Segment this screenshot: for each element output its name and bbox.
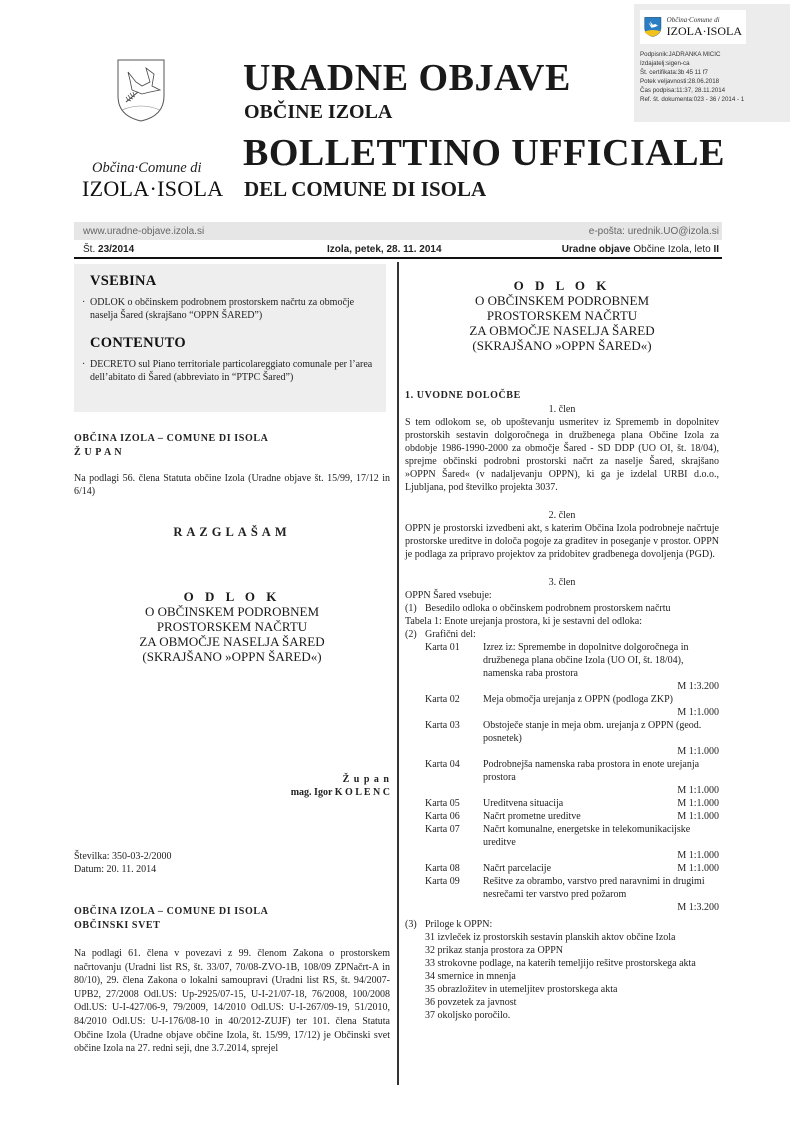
bullet-icon: · [82,297,86,308]
attachment-item: 35 obrazložitev in utemeljitev prostorskega akta [425,984,618,995]
contents-item-sl-text[interactable]: ODLOK o občinskem podrobnem prostorskem načrtu za območje naselja Šared (skrajšano “OPPN ŠARED”) [90,297,355,321]
decree-title-line: PROSTORSKEM NAČRTU [156,619,308,634]
contents-heading-it: CONTENUTO [90,335,186,351]
list-index: (1) [405,603,417,614]
map-description: Izrez iz: Spremembe in dopolnitve dolgoročnega in družbenega plana občine Izola (UO OI, št. 18/04), namenska raba prostora [483,642,689,679]
map-scale: M 1:1.000 [677,798,719,809]
list-text: Grafični del: [425,629,476,640]
issue-publication [537,244,719,255]
decree-title-left [74,589,390,664]
article-1-text: S tem odlokom se, ob upoštevanju usmeritev iz Sprememb in dopolnitev prostorskih sestavin dolgoročnega in družbenega plana Občine Izola za obdobje 1986-1990-2000 za območje Šared - SD DDP (UO OI, št. 18/04), sprejme občinski podrobni prostorski načrt za naselje Šared, skrajšano »OPPN Šared« (v nadaljevanju OPPN), ki ga je izdelal URBI d.o.o., Ljubljana, pod številko projekta 3037. [405,417,719,493]
map-label: Karta 02 [425,694,460,705]
decree-title-line: (SKRAJŠANO »OPPN ŠARED«) [142,649,322,664]
map-scale: M 1:1.000 [677,850,719,861]
decree-title-line: (SKRAJŠANO »OPPN ŠARED«) [472,338,652,353]
map-description: Načrt prometne ureditve [483,811,581,822]
contents-item-it-text[interactable]: DECRETO sul Piano territoriale particolareggiato comunale per l’area dell’abitato di Šared (abbreviato in “PTPC Šared”) [90,359,373,383]
map-item [405,693,719,706]
map-description: Podrobnejša namenska raba prostora in enote urejanja prostora [483,759,700,783]
decree-title-line: PROSTORSKEM NAČRTU [486,308,638,323]
column-divider [397,262,399,1085]
map-item [405,823,719,849]
map-description: Načrt parcelacije [483,863,552,874]
map-scale: M 1:1.000 [677,785,719,796]
coat-of-arms-icon [116,58,166,123]
stamp-logo-small-text: Občina·Comune di [666,16,720,24]
article-heading: 2. člen [548,510,576,521]
stamp-issuer: Izdajatelj:sigen-ca [640,60,690,67]
attachment-item: 37 okoljsko poročilo. [425,1010,511,1021]
map-label: Karta 08 [425,863,460,874]
decree-title-line: O OBČINSKEM PODROBNEM [144,604,320,619]
map-label: Karta 05 [425,798,460,809]
legal-basis-text: Na podlagi 56. člena Statuta občine Izola (Uradne objave št. 15/99, 17/12 in 6/14) [74,473,390,497]
mayor-title: Ž u p a n [342,774,390,785]
stamp-details [640,50,784,104]
section-heading: 1. UVODNE DOLOČBE [405,390,521,401]
org-heading-2: OBČINA IZOLA – COMUNE DI ISOLA [74,906,269,917]
map-label: Karta 04 [425,759,460,770]
council-legal-basis: Na podlagi 61. člena v povezavi z 99. členom Zakona o prostorskem načrtovanju (Uradni list RS, št. 33/07, 70/08-ZVO-1B, 108/09 ZPNačrt-A in 80/10), 29. člena Zakona o lokalni samoupravi (Uradni list RS, št. 94/2007-UPB2, 27/2008 Odl.US: Up-2925/07-15, U-I-21/07-18, 76/2008, 100/2008 Odl.US: U-I-427/06-9, 79/2009, 14/2010 Odl.US: U-I-267/09-19, 51/2010, 84/2010 Odl.US: U-I-176/08-10 in 40/2012-ZUJF) ter 101. člena Statuta Občine Izola (Uradne objave občine Izola, št. 15/99, 17/12) je Občinski svet občine Izola na 27. redni seji, dne 3.7.2014, sprejel [74,948,390,1055]
map-item [405,758,719,784]
org-heading: OBČINA IZOLA – COMUNE DI ISOLA [74,433,269,444]
map-scale: M 1:1.000 [677,746,719,757]
decree-title-line: ZA OBMOČJE NASELJA ŠARED [139,634,325,649]
issue-number-value: 23/2014 [98,243,135,255]
publication-subtitle-sl: OBČINE IZOLA [244,101,393,123]
map-item [405,810,719,823]
list-text: Besedilo odloka o občinskem podrobnem prostorskem načrtu [425,603,671,614]
map-scale: M 1:1.000 [677,863,719,874]
council-section [74,905,390,1056]
publication-year: II [713,243,719,255]
contents-item-sl [82,296,378,322]
list-item [405,628,719,641]
left-column-promulgation [74,432,390,664]
publication-bold: Uradne objave [561,243,631,255]
stamp-logo [640,10,746,44]
attachment-item: 36 povzetek za javnost [425,997,517,1008]
attachment-item: 33 strokovne podlage, na katerih temeljijo rešitve prostorskega akta [425,958,696,969]
map-label: Karta 07 [425,824,460,835]
document-date: Datum: 20. 11. 2014 [74,864,157,875]
map-scale: M 1:3.200 [677,902,719,913]
map-scale: M 1:3.200 [677,681,719,692]
article-2-text: OPPN je prostorski izvedbeni akt, s katerim Občina Izola podrobneje načrtuje prostorske ureditve in določa pogoje za graditev in poseganje v prostor. OPPN je podlaga za pripravo projektov za pridobitev gradbenega dovoljenja (PGD). [405,523,719,560]
document-number: Številka: 350-03-2/2000 [74,851,172,862]
mayor-signature [74,773,390,799]
role-heading: Ž U P A N [74,447,123,458]
list-index: (2) [405,629,417,640]
stamp-signer: Podpisnik:JADRANKA MICIC [640,51,721,58]
map-label: Karta 06 [425,811,460,822]
email-link[interactable]: e-pošta: urednik.UO@izola.si [588,225,719,237]
map-item [405,719,719,745]
list-index: (3) [405,919,417,930]
publication-title-sl: URADNE OBJAVE [243,57,571,99]
mayor-name: mag. Igor K O L E N C [290,787,390,798]
map-description: Načrt komunalne, energetske in telekomunikacijske ureditve [483,824,691,848]
decree-title-line: O D L O K [183,589,281,604]
stamp-certificate: Št. certifikata:3b 45 11 f7 [640,69,708,76]
web-bar [74,222,722,240]
bullet-icon: · [82,359,86,370]
document-reference [74,850,390,876]
website-link[interactable]: www.uradne-objave.izola.si [83,225,205,237]
decree-title-line: ZA OBMOČJE NASELJA ŠARED [469,323,655,338]
map-description: Rešitve za obrambo, varstvo pred naravnimi in drugimi nesrečami ter varstvo pred požarom [483,876,705,900]
map-description: Obstoječe stanje in meja obm. urejanja z OPPN (geod. posnetek) [483,720,702,744]
article-heading: 3. člen [548,577,576,588]
publication-subtitle-it: DEL COMUNE DI ISOLA [244,177,487,201]
publication-rest: Občine Izola, leto [633,243,711,255]
map-scale: M 1:1.000 [677,811,719,822]
contents-item-it [82,358,378,384]
stamp-logo-big-text: IZOLA·ISOLA [666,24,742,38]
coat-of-arms-icon [644,13,662,41]
list-item [405,918,719,931]
right-column-decree [405,278,719,1022]
map-description: Meja območja urejanja z OPPN (podloga ZKP) [483,694,673,705]
attachment-item: 32 prikaz stanja prostora za OPPN [425,945,564,956]
map-description: Ureditvena situacija [483,798,564,809]
stamp-validity: Potek veljavnosti:28.06.2018 [640,78,720,85]
attachment-item: 34 smernice in mnenja [425,971,516,982]
map-label: Karta 09 [425,876,460,887]
issue-info-bar [74,241,722,259]
list-text: Priloge k OPPN: [425,919,493,930]
article-heading: 1. člen [548,404,576,415]
map-item [405,797,719,810]
contents-heading-sl: VSEBINA [90,273,157,289]
municipality-name-big: IZOLA·ISOLA [82,176,224,201]
stamp-reference: Ref. št. dokumenta:023 - 36 / 2014 - 1 [640,96,745,103]
map-scale: M 1:1.000 [677,707,719,718]
proclamation-heading: RAZGLAŠAM [173,525,291,539]
map-item [405,875,719,901]
list-item-continuation: Tabela 1: Enote urejanja prostora, ki je sestavni del odloka: [405,616,643,627]
decree-title-right [405,278,719,353]
article-3-intro: OPPN Šared vsebuje: [405,590,492,601]
municipality-name-small: Občina·Comune di [92,160,202,176]
decree-title-line: O OBČINSKEM PODROBNEM [474,293,650,308]
map-label: Karta 03 [425,720,460,731]
digital-signature-stamp [634,4,790,122]
map-label: Karta 01 [425,642,460,653]
attachment-item: 31 izvleček iz prostorskih sestavin planskih aktov občine Izola [425,932,676,943]
list-item [405,602,719,615]
issue-prefix: Št. [83,243,96,255]
council-heading: OBČINSKI SVET [74,920,161,931]
decree-title-line: O D L O K [513,278,611,293]
map-item [405,862,719,875]
stamp-signing-time: Čas podpisa:11:37, 28.11.2014 [640,87,726,94]
contents-box [74,264,386,412]
publication-title-it: BOLLETTINO UFFICIALE [243,132,725,174]
map-item [405,641,719,680]
issue-place-date: Izola, petek, 28. 11. 2014 [327,243,442,255]
issue-number [83,244,327,255]
